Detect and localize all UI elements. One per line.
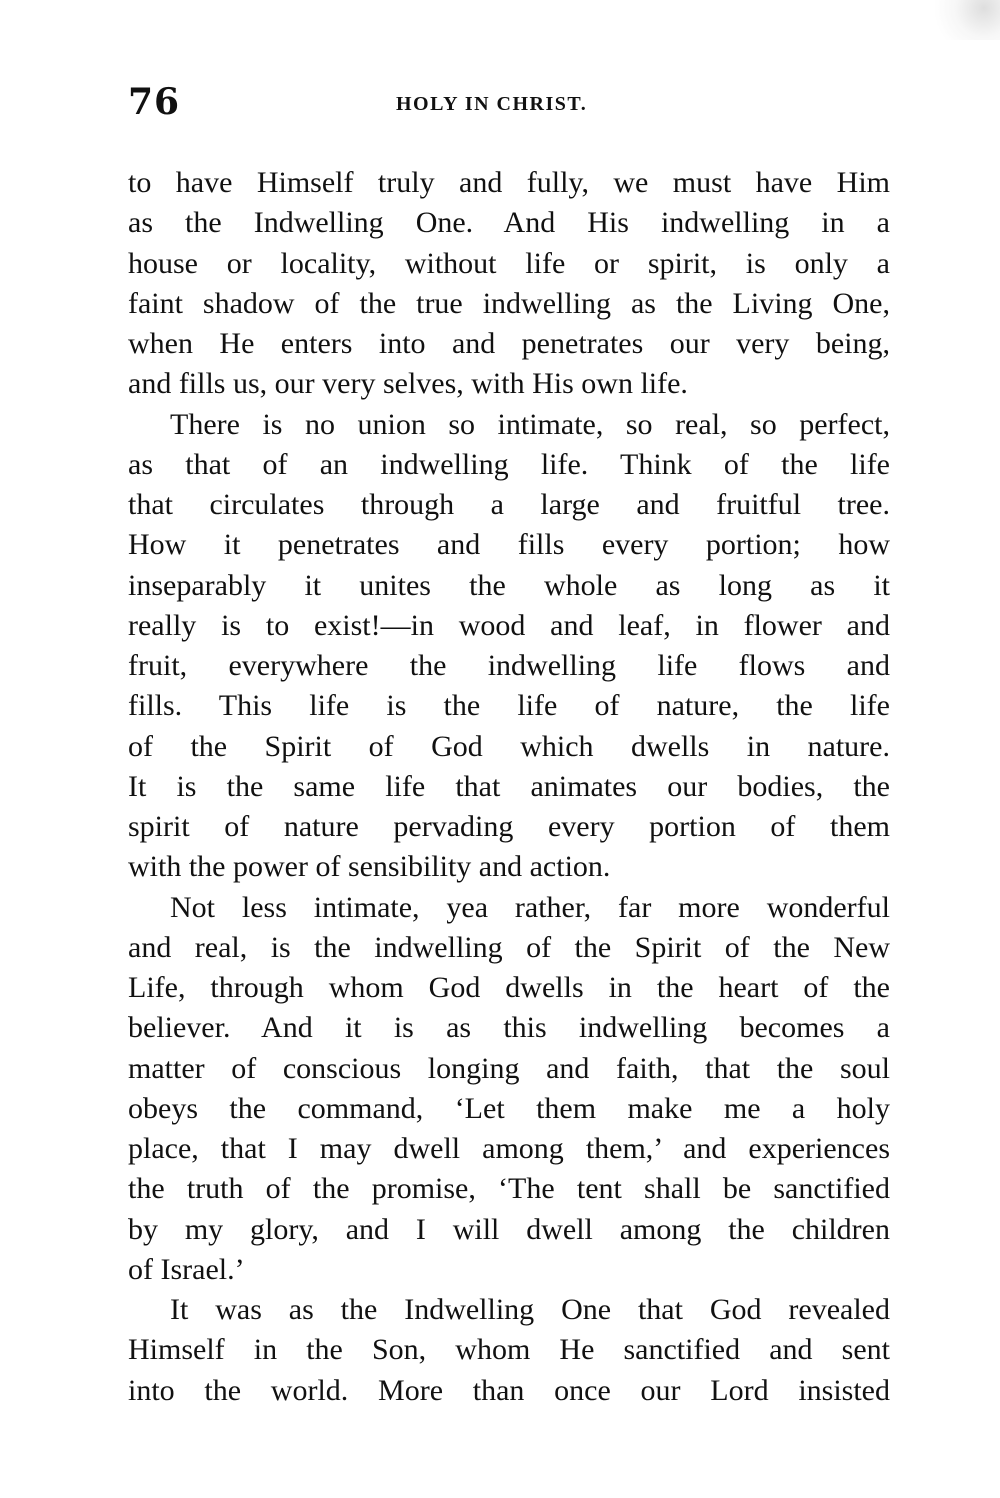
paragraph-start-line: Not less intimate, yea rather, far more wonderful bbox=[170, 890, 890, 924]
running-head bbox=[128, 82, 888, 122]
text-line: house or locality, without life or spirit, is only a bbox=[128, 246, 890, 280]
text-line: to have Himself truly and fully, we must have Him bbox=[128, 166, 890, 199]
text-line: How it penetrates and fills every portion; how bbox=[128, 528, 890, 562]
text-line: that circulates through a large and fruitful tree. bbox=[128, 488, 890, 521]
page-number: 76 bbox=[128, 81, 181, 123]
text-line: the truth of the promise, ‘The tent shall be sanctified bbox=[128, 1172, 890, 1206]
page-corner-speckle bbox=[920, 0, 1000, 40]
paragraph-start-line: It was as the Indwelling One that God revealed bbox=[170, 1293, 890, 1326]
body-text bbox=[128, 163, 890, 1411]
text-line: when He enters into and penetrates our very being, bbox=[128, 327, 890, 360]
text-line: obeys the command, ‘Let them make me a holy bbox=[128, 1091, 890, 1125]
text-line: into the world. More than once our Lord insisted bbox=[128, 1373, 890, 1407]
text-line: by my glory, and I will dwell among the children bbox=[128, 1212, 890, 1246]
text-line: and fills us, our very selves, with His own life. bbox=[128, 367, 688, 401]
text-line: Life, through whom God dwells in the heart of the bbox=[128, 971, 890, 1004]
text-line: faint shadow of the true indwelling as the Living One, bbox=[128, 286, 890, 320]
text-line: of Israel.’ bbox=[128, 1252, 245, 1286]
text-line: and real, is the indwelling of the Spirit of the New bbox=[128, 930, 890, 964]
text-line: Himself in the Son, whom He sanctified and sent bbox=[128, 1333, 890, 1367]
text-line: spirit of nature pervading every portion of them bbox=[128, 810, 890, 843]
running-title: HOLY IN CHRIST. bbox=[396, 93, 588, 115]
text-line: as the Indwelling One. And His indwelling in a bbox=[128, 206, 890, 240]
text-line: fills. This life is the life of nature, the life bbox=[128, 689, 890, 723]
text-line: matter of conscious longing and faith, that the soul bbox=[128, 1051, 890, 1085]
text-line: really is to exist!—in wood and leaf, in flower and bbox=[128, 608, 890, 642]
text-line: of the Spirit of God which dwells in nature. bbox=[128, 729, 890, 763]
text-line: inseparably it unites the whole as long as it bbox=[128, 568, 890, 602]
text-line: believer. And it is as this indwelling becomes a bbox=[128, 1011, 890, 1045]
text-line: fruit, everywhere the indwelling life flows and bbox=[128, 649, 890, 682]
text-line: place, that I may dwell among them,’ and experiences bbox=[128, 1132, 890, 1165]
paragraph-start-line: There is no union so intimate, so real, so perfect, bbox=[170, 407, 890, 441]
text-line: with the power of sensibility and action. bbox=[128, 850, 611, 884]
text-line: It is the same life that animates our bodies, the bbox=[128, 769, 890, 803]
text-line: as that of an indwelling life. Think of the life bbox=[128, 447, 890, 481]
